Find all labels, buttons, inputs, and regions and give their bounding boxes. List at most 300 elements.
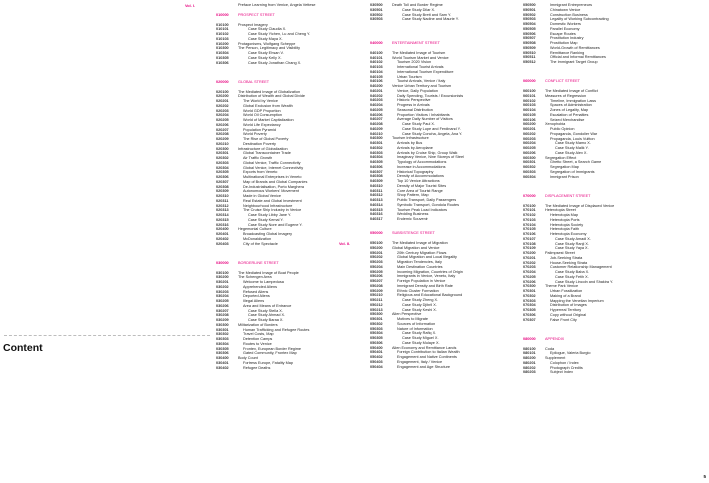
toc-entry-number: 060202 bbox=[523, 131, 536, 136]
toc-entry-title: Case Study Alex X. bbox=[555, 150, 588, 155]
toc-entry-number: 040308 bbox=[370, 174, 383, 179]
toc-entry-title: Body Count bbox=[238, 356, 258, 360]
toc-entry-title: Venice Urban Territory and Tourism bbox=[392, 84, 452, 88]
toc-entry-number: 060102 bbox=[523, 98, 536, 103]
toc-entry-number: 040317 bbox=[370, 217, 383, 221]
toc-entry-title: Case Study Paul X. bbox=[402, 122, 435, 126]
toc-entry-title: Case Study Ranji X. bbox=[555, 241, 589, 246]
toc-entry-number: 050201 bbox=[370, 250, 383, 255]
toc-entry-title: The Mediated Image of Conflict bbox=[545, 89, 598, 93]
toc-entry-number: 040201 bbox=[370, 88, 383, 93]
toc-entry-number: 050500 bbox=[523, 3, 536, 7]
toc-entry-title: Case Study Nore and Eugene Y. bbox=[248, 222, 303, 227]
toc-entry-number: 070205 bbox=[523, 274, 536, 279]
toc-entry-title: Autonomous Workers' Movement bbox=[243, 189, 299, 194]
toc-entry-title: Case Study Malik Y. bbox=[555, 146, 589, 150]
toc-entry-title: Air Traffic Growth bbox=[243, 156, 273, 160]
toc-entry-title: Ghetto Street, a Search Game bbox=[550, 160, 602, 165]
toc-entry-number: 040203 bbox=[370, 98, 383, 103]
toc-entry-title: Map of Brands and Global Companies bbox=[243, 179, 308, 184]
spacer bbox=[216, 246, 356, 256]
toc-entry-number: 050213 bbox=[370, 307, 383, 312]
toc-entry-number: 050507 bbox=[523, 36, 536, 41]
toc-entry-number: 050509 bbox=[523, 45, 536, 50]
toc-entry-number: 050205 bbox=[370, 269, 383, 274]
volume-label-2: Vol. II. bbox=[339, 241, 351, 246]
toc-entry-number: 020301 bbox=[216, 151, 229, 156]
toc-entry-number: 030000 bbox=[216, 260, 229, 265]
toc-entry-number: 040316 bbox=[370, 212, 383, 217]
toc-entry-title: Case Study Yaya X. bbox=[555, 246, 589, 251]
toc-entry-number: 050400 bbox=[370, 345, 383, 350]
toc-entry-number: 070301 bbox=[523, 289, 536, 293]
toc-entry-number: 070106 bbox=[523, 232, 536, 236]
toc-entry-number: 010200 bbox=[216, 41, 229, 46]
toc-entry-title: Refugee Deaths bbox=[243, 365, 271, 370]
toc-entry-number: 040104 bbox=[370, 69, 383, 74]
toc-entry-title: Global Transcontainer Trade bbox=[243, 151, 291, 156]
toc-entry-title: Case Study Maya X. bbox=[248, 36, 283, 41]
toc-entry-title: Official and Informal Remittances bbox=[550, 55, 606, 60]
toc-entry-number: 040210 bbox=[370, 131, 383, 136]
toc-entry-number: 040105 bbox=[370, 74, 383, 79]
toc-entry-title: Domestic Workers bbox=[550, 22, 581, 26]
toc-entry-title: Incoming Migration, Countries of Origin bbox=[397, 269, 463, 274]
toc-entry-title: Case Study Lincoln and Shakira Y. bbox=[555, 279, 614, 284]
toc-entry-number: 040310 bbox=[370, 183, 383, 188]
toc-entry-title: The World by Venice bbox=[243, 99, 278, 103]
toc-entry-number: 030502 bbox=[370, 12, 383, 17]
toc-entry-title: Case Study Fetih X. bbox=[555, 274, 589, 279]
toc-entry-number: 020202 bbox=[216, 103, 229, 108]
toc-entry-title: Distribution of Images bbox=[550, 303, 587, 308]
toc-entry-title: Prospect Imagery bbox=[238, 22, 268, 27]
toc-entry-number: 070303 bbox=[523, 298, 536, 303]
toc-entry-title: Timeline, Immigration Laws bbox=[550, 98, 597, 103]
toc-entry-number: 040303 bbox=[370, 150, 383, 155]
toc-entry-title: World-Growth of Remittances bbox=[550, 45, 600, 50]
toc-entry-number: 060303 bbox=[523, 169, 536, 174]
toc-column-right bbox=[523, 3, 678, 375]
toc-entry-number: 050306 bbox=[370, 340, 383, 345]
toc-entry-title: Tourism Peak Load Indicators bbox=[397, 207, 448, 212]
toc-entry-number: 060301 bbox=[523, 160, 536, 165]
toc-entry-title: Engagement and Age Structure bbox=[397, 364, 450, 369]
toc-entry-number: 020208 bbox=[216, 132, 229, 137]
toc-entry-title: Xenophobia bbox=[545, 122, 566, 127]
toc-entry-number: 040200 bbox=[370, 84, 383, 88]
toc-entry-title: Made in Global Venice bbox=[243, 194, 281, 198]
toc-entry-number: 050305 bbox=[370, 336, 383, 340]
toc-entry-number: 050212 bbox=[370, 302, 383, 307]
toc-entry-number: 060200 bbox=[523, 122, 536, 127]
toc-entry-number: 030401 bbox=[216, 360, 229, 365]
toc-entry-title: Refused Aliens bbox=[243, 289, 269, 294]
toc-entry-title: Photograph Credits bbox=[550, 365, 583, 370]
toc-entry-title: Seized Merchandise bbox=[550, 117, 585, 122]
toc-entry-title: Average Daily Number of Visitors bbox=[397, 117, 453, 122]
toc-entry-number: 030503 bbox=[370, 17, 383, 22]
toc-entry-title: Arrivals by Aeroplane bbox=[397, 145, 433, 150]
toc-entry-number: 050511 bbox=[523, 55, 536, 60]
toc-entry-title: Progress in Arrivals bbox=[397, 103, 430, 107]
toc-entry-number: 020309 bbox=[216, 189, 229, 194]
toc-entry-title: House-Seeking Strata bbox=[550, 260, 588, 265]
toc-entry-number: 080100 bbox=[523, 346, 536, 351]
toc-entry-title: Case Study Lupe and Ferdinand Y. bbox=[402, 126, 461, 131]
toc-entry-title: Case Study Amadi X. bbox=[555, 236, 591, 241]
toc-entry-title: The Mediated Image of Boat People bbox=[238, 270, 299, 275]
toc-entry-number: 020204 bbox=[216, 113, 229, 118]
toc-entry-number: 050000 bbox=[370, 231, 383, 236]
toc-entry-number: 040204 bbox=[370, 103, 383, 107]
toc-entry-number: 050300 bbox=[370, 312, 383, 317]
toc-entry-title: Seasonal Distribution bbox=[397, 107, 433, 112]
toc-entry-number: 030500 bbox=[370, 3, 383, 7]
toc-entry-title: Mapping the Venetian Imperium bbox=[550, 298, 604, 303]
toc-entry-title: Case Study Libby Jane Y. bbox=[248, 213, 292, 217]
toc-entry-number: 060000 bbox=[523, 79, 536, 84]
toc-entry-title: Tourism Infrastructure bbox=[392, 136, 429, 141]
toc-entry-title: Global Migration and Venice bbox=[392, 245, 440, 250]
toc-entry-number: 010300 bbox=[216, 46, 229, 51]
toc-entry-number: 040102 bbox=[370, 60, 383, 65]
toc-entry-title: Venice, Daily Population bbox=[397, 88, 438, 93]
toc-entry-title: Case Study Claudia X. bbox=[248, 27, 287, 32]
toc-entry-number: 050512 bbox=[523, 60, 536, 64]
toc-entry-number: 070201 bbox=[523, 255, 536, 260]
toc-entry-number: 080202 bbox=[523, 365, 536, 370]
toc-entry-number: 070109 bbox=[523, 246, 536, 251]
toc-entry-number: 030306 bbox=[216, 351, 229, 356]
toc-entry-title: SUBSISTENCE STREET bbox=[392, 231, 435, 236]
toc-entry-title: Case Study Ahmad X. bbox=[248, 313, 286, 318]
toc-entry-title: Urban Fossilization bbox=[550, 289, 583, 293]
toc-entry-title: The Cruise Ship Industry in Venice bbox=[243, 208, 302, 213]
toc-entry-title: Nature of Information bbox=[397, 326, 433, 331]
toc-entry-title: ENTERTAINMENT STREET bbox=[392, 41, 440, 45]
toc-entry-title: The Rise of Global Poverty bbox=[243, 137, 289, 141]
toc-entry-number: 070102 bbox=[523, 213, 536, 217]
toc-entry-title: Coda bbox=[545, 346, 555, 351]
toc-entry-title: World GDP Proportion bbox=[243, 108, 281, 113]
toc-entry-number: 060201 bbox=[523, 127, 536, 131]
toc-entry-number: 060103 bbox=[523, 103, 536, 108]
toc-entry-title: Sources of Information bbox=[397, 321, 436, 326]
toc-entry-number: 050208 bbox=[370, 283, 383, 288]
toc-entry-title: Case Study Miguel X. bbox=[402, 336, 439, 340]
toc-entry-number: 010305 bbox=[216, 55, 229, 60]
toc-entry-number: 070300 bbox=[523, 284, 536, 289]
toc-entry-title: World of Market Capitalization bbox=[243, 118, 294, 122]
toc-entry-title: Epilogue, Valeria Burgio bbox=[550, 351, 591, 356]
toc-entry-title: Proportion Visitors / Inhabitants bbox=[397, 112, 450, 117]
toc-entry-title: Construction Business bbox=[550, 12, 588, 17]
toc-entry-title: Heterotopia Society bbox=[550, 222, 584, 227]
toc-entry-number: 010101 bbox=[216, 27, 229, 32]
toc-entry-title: Real Estate and Global Investment bbox=[243, 198, 302, 203]
toc-entry-title: World Tourism Market and Venice bbox=[392, 55, 449, 60]
toc-entry-number: 040315 bbox=[370, 207, 383, 212]
toc-entry-title: Segregation of Immigrants bbox=[550, 169, 595, 174]
toc-entry-number: 020305 bbox=[216, 170, 229, 175]
toc-entry-number: 040103 bbox=[370, 65, 383, 69]
toc-entry-number: 050302 bbox=[370, 321, 383, 326]
toc-entry-number: 050207 bbox=[370, 279, 383, 283]
toc-entry-number: 050206 bbox=[370, 274, 383, 279]
toc-entry-title: Foreign Population in Venice bbox=[397, 279, 446, 283]
toc-entry-number: 060302 bbox=[523, 165, 536, 169]
toc-entry-title: Case Study Kelly X. bbox=[248, 55, 282, 60]
toc-entry-title: Area and Means of Entrance bbox=[243, 303, 292, 308]
toc-entry-title: Immigrants in Venice, Veneto, Italy bbox=[397, 274, 456, 279]
toc-entry-number: 060206 bbox=[523, 150, 536, 155]
toc-entry-number: 020316 bbox=[216, 222, 229, 227]
toc-entry-number: 020403 bbox=[216, 241, 229, 246]
toc-entry-number: 040307 bbox=[370, 169, 383, 174]
toc-entry-title: Job-Seeking Strata bbox=[550, 255, 583, 260]
toc-entry-title: Protagonisms, Wolfgang Scheppe bbox=[238, 41, 296, 46]
toc-entry-title: Hegemonial Culture bbox=[238, 227, 272, 232]
toc-entry-number: 020302 bbox=[216, 156, 229, 160]
toc-entry-title: The Mediated Image of Tourism bbox=[392, 50, 446, 55]
toc-entry-title: Remittance Ranking bbox=[550, 50, 585, 55]
toc-entry-number: 040305 bbox=[370, 160, 383, 164]
toc-entry-number: 070206 bbox=[523, 279, 536, 284]
toc-entry-title: Death Toll and Border Regime bbox=[392, 3, 443, 7]
toc-entry-title: Global Exclusion from Wealth bbox=[243, 103, 293, 108]
toc-entry-title: Routes to Venice bbox=[243, 341, 272, 346]
toc-entry-title: Making of a Brand bbox=[550, 293, 581, 298]
toc-entry-title: Multinational Enterprises in Veneto bbox=[243, 175, 302, 179]
toc-entry-number: 060304 bbox=[523, 174, 536, 179]
toc-entry-number: 050506 bbox=[523, 31, 536, 36]
toc-entry-title: Alien Economy and Remittance Lands bbox=[392, 345, 457, 350]
toc-entry-title: Foreign Contribution to Italian Wealth bbox=[397, 350, 460, 355]
toc-entry-title: Segregation Map bbox=[550, 165, 579, 169]
toc-entry-title: Public Transport, Daily Passengers bbox=[397, 198, 457, 202]
toc-entry-number: 020307 bbox=[216, 179, 229, 184]
toc-entry-number: 040302 bbox=[370, 145, 383, 150]
toc-entry-number: 010100 bbox=[216, 22, 229, 27]
toc-entry-title: 20th Century Migration Flows bbox=[397, 250, 447, 255]
toc-entry-title: Propaganda, Gondolier War bbox=[550, 131, 598, 136]
toc-entry-number: 020207 bbox=[216, 127, 229, 132]
toc-entry-title: Subject Index bbox=[550, 370, 574, 375]
toc-entry-number: 050301 bbox=[370, 317, 383, 321]
toc-entry-title: Tourism 2020 Vision bbox=[397, 60, 432, 65]
toc-entry-title: Heterotopia Map bbox=[550, 213, 579, 217]
toc-entry-number: 050510 bbox=[523, 50, 536, 55]
toc-entry-number: 050508 bbox=[523, 41, 536, 45]
toc-entry-title: Wedding Business bbox=[397, 212, 429, 217]
toc-entry-number: 050210 bbox=[370, 293, 383, 298]
toc-entry-title: Travel Costs, Map bbox=[243, 332, 274, 337]
toc-entry-number: 030400 bbox=[216, 356, 229, 360]
toc-entry-number: 070108 bbox=[523, 241, 536, 246]
toc-entry-number: 070103 bbox=[523, 217, 536, 222]
toc-entry-title: The Person, Legitimacy and Visibility bbox=[238, 46, 300, 51]
toc-entry-title: Colophon / Index bbox=[550, 360, 579, 365]
toc-entry-number: 020311 bbox=[216, 198, 229, 203]
toc-entry-number: 030302 bbox=[216, 332, 229, 337]
toc-entry-number: 080101 bbox=[523, 351, 536, 356]
toc-entry-number: 030301 bbox=[216, 327, 229, 332]
toc-entry-number: 020203 bbox=[216, 108, 229, 113]
toc-entry-number: 070304 bbox=[523, 303, 536, 308]
toc-entry-number: 020306 bbox=[216, 175, 229, 179]
toc-entry-number: 060105 bbox=[523, 112, 536, 117]
toc-entry-title: Palimpsest Street bbox=[545, 251, 575, 255]
toc-entry-number: 080200 bbox=[523, 356, 536, 360]
toc-entry-number: 040202 bbox=[370, 93, 383, 98]
toc-entry-title: Case Study Jonathan Chang X. bbox=[248, 60, 302, 65]
toc-entry-title: Alien Perspective bbox=[392, 312, 422, 317]
toc-entry-title: Fortress Europe, Fatality Map bbox=[243, 360, 294, 365]
toc-entry-title: Copy without Original bbox=[550, 312, 587, 317]
toc-entry-number: 030204 bbox=[216, 294, 229, 299]
toc-entry-title: Chinatown Venice bbox=[550, 7, 581, 12]
toc-entry-title: Imaginary Venice, Nine Storeys of Steel bbox=[397, 155, 464, 160]
toc-entry-title: Engagement and Native Continents bbox=[397, 355, 457, 359]
toc-entry-title: Hyperreal Territory bbox=[550, 308, 582, 312]
toc-entry-title: Public Opinion bbox=[550, 127, 575, 131]
toc-entry-number: 020200 bbox=[216, 94, 229, 99]
toc-entry-title: Immigrant Density and Birth Rate bbox=[397, 283, 453, 288]
toc-entry-title: Case Study Djibril X. bbox=[402, 302, 437, 307]
toc-entry-number: 050209 bbox=[370, 288, 383, 293]
toc-entry-title: Case Study Stella X. bbox=[248, 308, 283, 313]
toc-entry-title: Case Study Dilar X. bbox=[402, 7, 436, 12]
spacer bbox=[523, 65, 678, 75]
toc-entry-number: 030300 bbox=[216, 322, 229, 327]
toc-entry-number: 070000 bbox=[523, 193, 536, 198]
toc-entry-title: Propaganda, Louis Vuitton bbox=[550, 136, 595, 141]
toc-entry-title: Population Pyramid bbox=[243, 127, 276, 132]
toc-entry-title: Infrastructure of Globalization bbox=[238, 146, 288, 151]
toc-entry-title: Case Study Ehsan V. bbox=[248, 51, 284, 55]
toc-entry-title: McDonaldization bbox=[243, 236, 272, 241]
toc-entry-number: 020100 bbox=[216, 89, 229, 94]
toc-column-left bbox=[216, 3, 356, 370]
toc-entry-title: Destination Poverty bbox=[243, 141, 276, 146]
toc-entry-number: 020209 bbox=[216, 137, 229, 141]
toc-entry-number: 020400 bbox=[216, 227, 229, 232]
toc-entry-title: Distribution of Wealth and Global Divide bbox=[238, 94, 306, 99]
toc-entry-title: Supplement bbox=[545, 356, 566, 360]
toc-entry-title: Case Study Nadine and Maurie Y. bbox=[402, 17, 459, 22]
toc-entry-number: 030201 bbox=[216, 280, 229, 284]
toc-entry-number: 040314 bbox=[370, 202, 383, 207]
toc-entry-title: Zones of Legality, Map bbox=[550, 108, 589, 112]
toc-entry-title: Case Study Kemal Y. bbox=[248, 217, 284, 222]
toc-entry-title: Deported Aliens bbox=[243, 294, 270, 299]
toc-entry-title: Human Trafficking and Refugee Routes bbox=[243, 327, 310, 332]
toc-entry-number: 020312 bbox=[216, 203, 229, 208]
spacer bbox=[523, 322, 678, 332]
toc-entry-title: Case Study Zheng X. bbox=[402, 298, 439, 302]
toc-entry-number: 020310 bbox=[216, 194, 229, 198]
toc-entry-number: 040311 bbox=[370, 188, 383, 193]
toc-entry-title: Spaces of Administration bbox=[550, 103, 592, 108]
toc-entry-number: 070204 bbox=[523, 270, 536, 274]
toc-entry-title: Militarization of Borders bbox=[238, 322, 278, 327]
toc-column-middle bbox=[370, 3, 510, 369]
toc-entry-number: 030202 bbox=[216, 284, 229, 289]
toc-entry-number: 010103 bbox=[216, 36, 229, 41]
toc-entry-title: Endemic Souvenir bbox=[397, 217, 428, 221]
toc-entry-title: Heterotopia Ports bbox=[550, 217, 580, 222]
toc-entry-title: CONFLICT STREET bbox=[545, 79, 580, 84]
toc-entry-number: 070101 bbox=[523, 208, 536, 213]
toc-entry-title: Customer Relationship Management bbox=[550, 265, 612, 270]
toc-entry-title: De-Industrialisation, Porto Marghera bbox=[243, 184, 304, 189]
toc-entry-number: 050303 bbox=[370, 326, 383, 331]
toc-entry-number: 070104 bbox=[523, 222, 536, 227]
toc-entry-number: 030207 bbox=[216, 308, 229, 313]
toc-entry[interactable] bbox=[370, 365, 510, 370]
toc-entry-title: Migration Tendencies, Italy bbox=[397, 260, 442, 264]
toc-entry-title: The Schengen Area bbox=[238, 275, 272, 280]
toc-entry-title: World Life Expectancy bbox=[243, 122, 281, 127]
toc-entry-title: International Tourist Arrivals bbox=[397, 65, 444, 69]
toc-entry-number: 040205 bbox=[370, 107, 383, 112]
toc-entry-number: 070200 bbox=[523, 251, 536, 255]
toc-entry-number: 030100 bbox=[216, 270, 229, 275]
toc-entry-number: 010000 bbox=[216, 12, 229, 17]
toc-entry-title: Case Study Mulaye X. bbox=[402, 340, 440, 345]
toc-entry-number: 010304 bbox=[216, 51, 229, 55]
toc-entry-title: World Oil Consumption bbox=[243, 113, 282, 118]
toc-entry-title: Prostitution Map bbox=[550, 41, 578, 45]
spacer bbox=[370, 22, 510, 32]
toc-entry-title: Case Study Baba X. bbox=[555, 270, 590, 274]
toc-entry-title: Ethnic Cluster Formation bbox=[397, 288, 439, 293]
toc-entry-title: World Poverty bbox=[243, 132, 267, 137]
page-title: Content bbox=[3, 342, 43, 354]
spacer bbox=[216, 65, 356, 75]
toc-entry-number: 050403 bbox=[370, 359, 383, 364]
toc-entry-title: Symbolic Transport, Gondola Routes bbox=[397, 202, 460, 207]
toc-entry-title: PROSPECT STREET bbox=[238, 12, 275, 17]
toc-entry-title: APPENDIX bbox=[545, 336, 565, 341]
toc-entry-title: Escape Routes bbox=[550, 31, 576, 36]
toc-entry-title: Increase in Accommodations bbox=[397, 164, 446, 169]
toc-entry-title: Case Study Brett and Sam Y. bbox=[402, 12, 452, 17]
toc-entry-number: 040301 bbox=[370, 141, 383, 145]
toc-entry-title: Neighbourhood Infrastructure bbox=[243, 203, 293, 208]
toc-entry[interactable] bbox=[523, 370, 678, 375]
toc-entry-number: 020401 bbox=[216, 232, 229, 236]
toc-entry-number: 020313 bbox=[216, 208, 229, 213]
toc-entry-number: 020315 bbox=[216, 217, 229, 222]
toc-entry[interactable] bbox=[216, 366, 356, 371]
toc-entry-title: City of the Spectacle bbox=[243, 241, 278, 246]
toc-entry-number: 070202 bbox=[523, 260, 536, 265]
toc-entry-title: Illegal Aliens bbox=[243, 299, 265, 303]
toc-entry-number: 010306 bbox=[216, 60, 229, 65]
toc-entry-title: Heterotopia Faith bbox=[550, 227, 580, 232]
toc-entry-number: 030501 bbox=[370, 7, 383, 12]
toc-entry-number: 030209 bbox=[216, 318, 229, 322]
toc-entry-title: Density of Accommodations bbox=[397, 174, 444, 179]
toc-entry-title: Case Study Yichen, Lu and Cheng Y. bbox=[248, 32, 311, 36]
toc-entry-number: 080000 bbox=[523, 336, 536, 341]
toc-entry-title: Urban Tourism bbox=[397, 74, 422, 79]
toc-entry-title: Shop Pattern, Map bbox=[397, 193, 429, 198]
toc-entry-title: Typology of Accommodations bbox=[397, 160, 447, 164]
toc-entry-number: 050504 bbox=[523, 22, 536, 26]
